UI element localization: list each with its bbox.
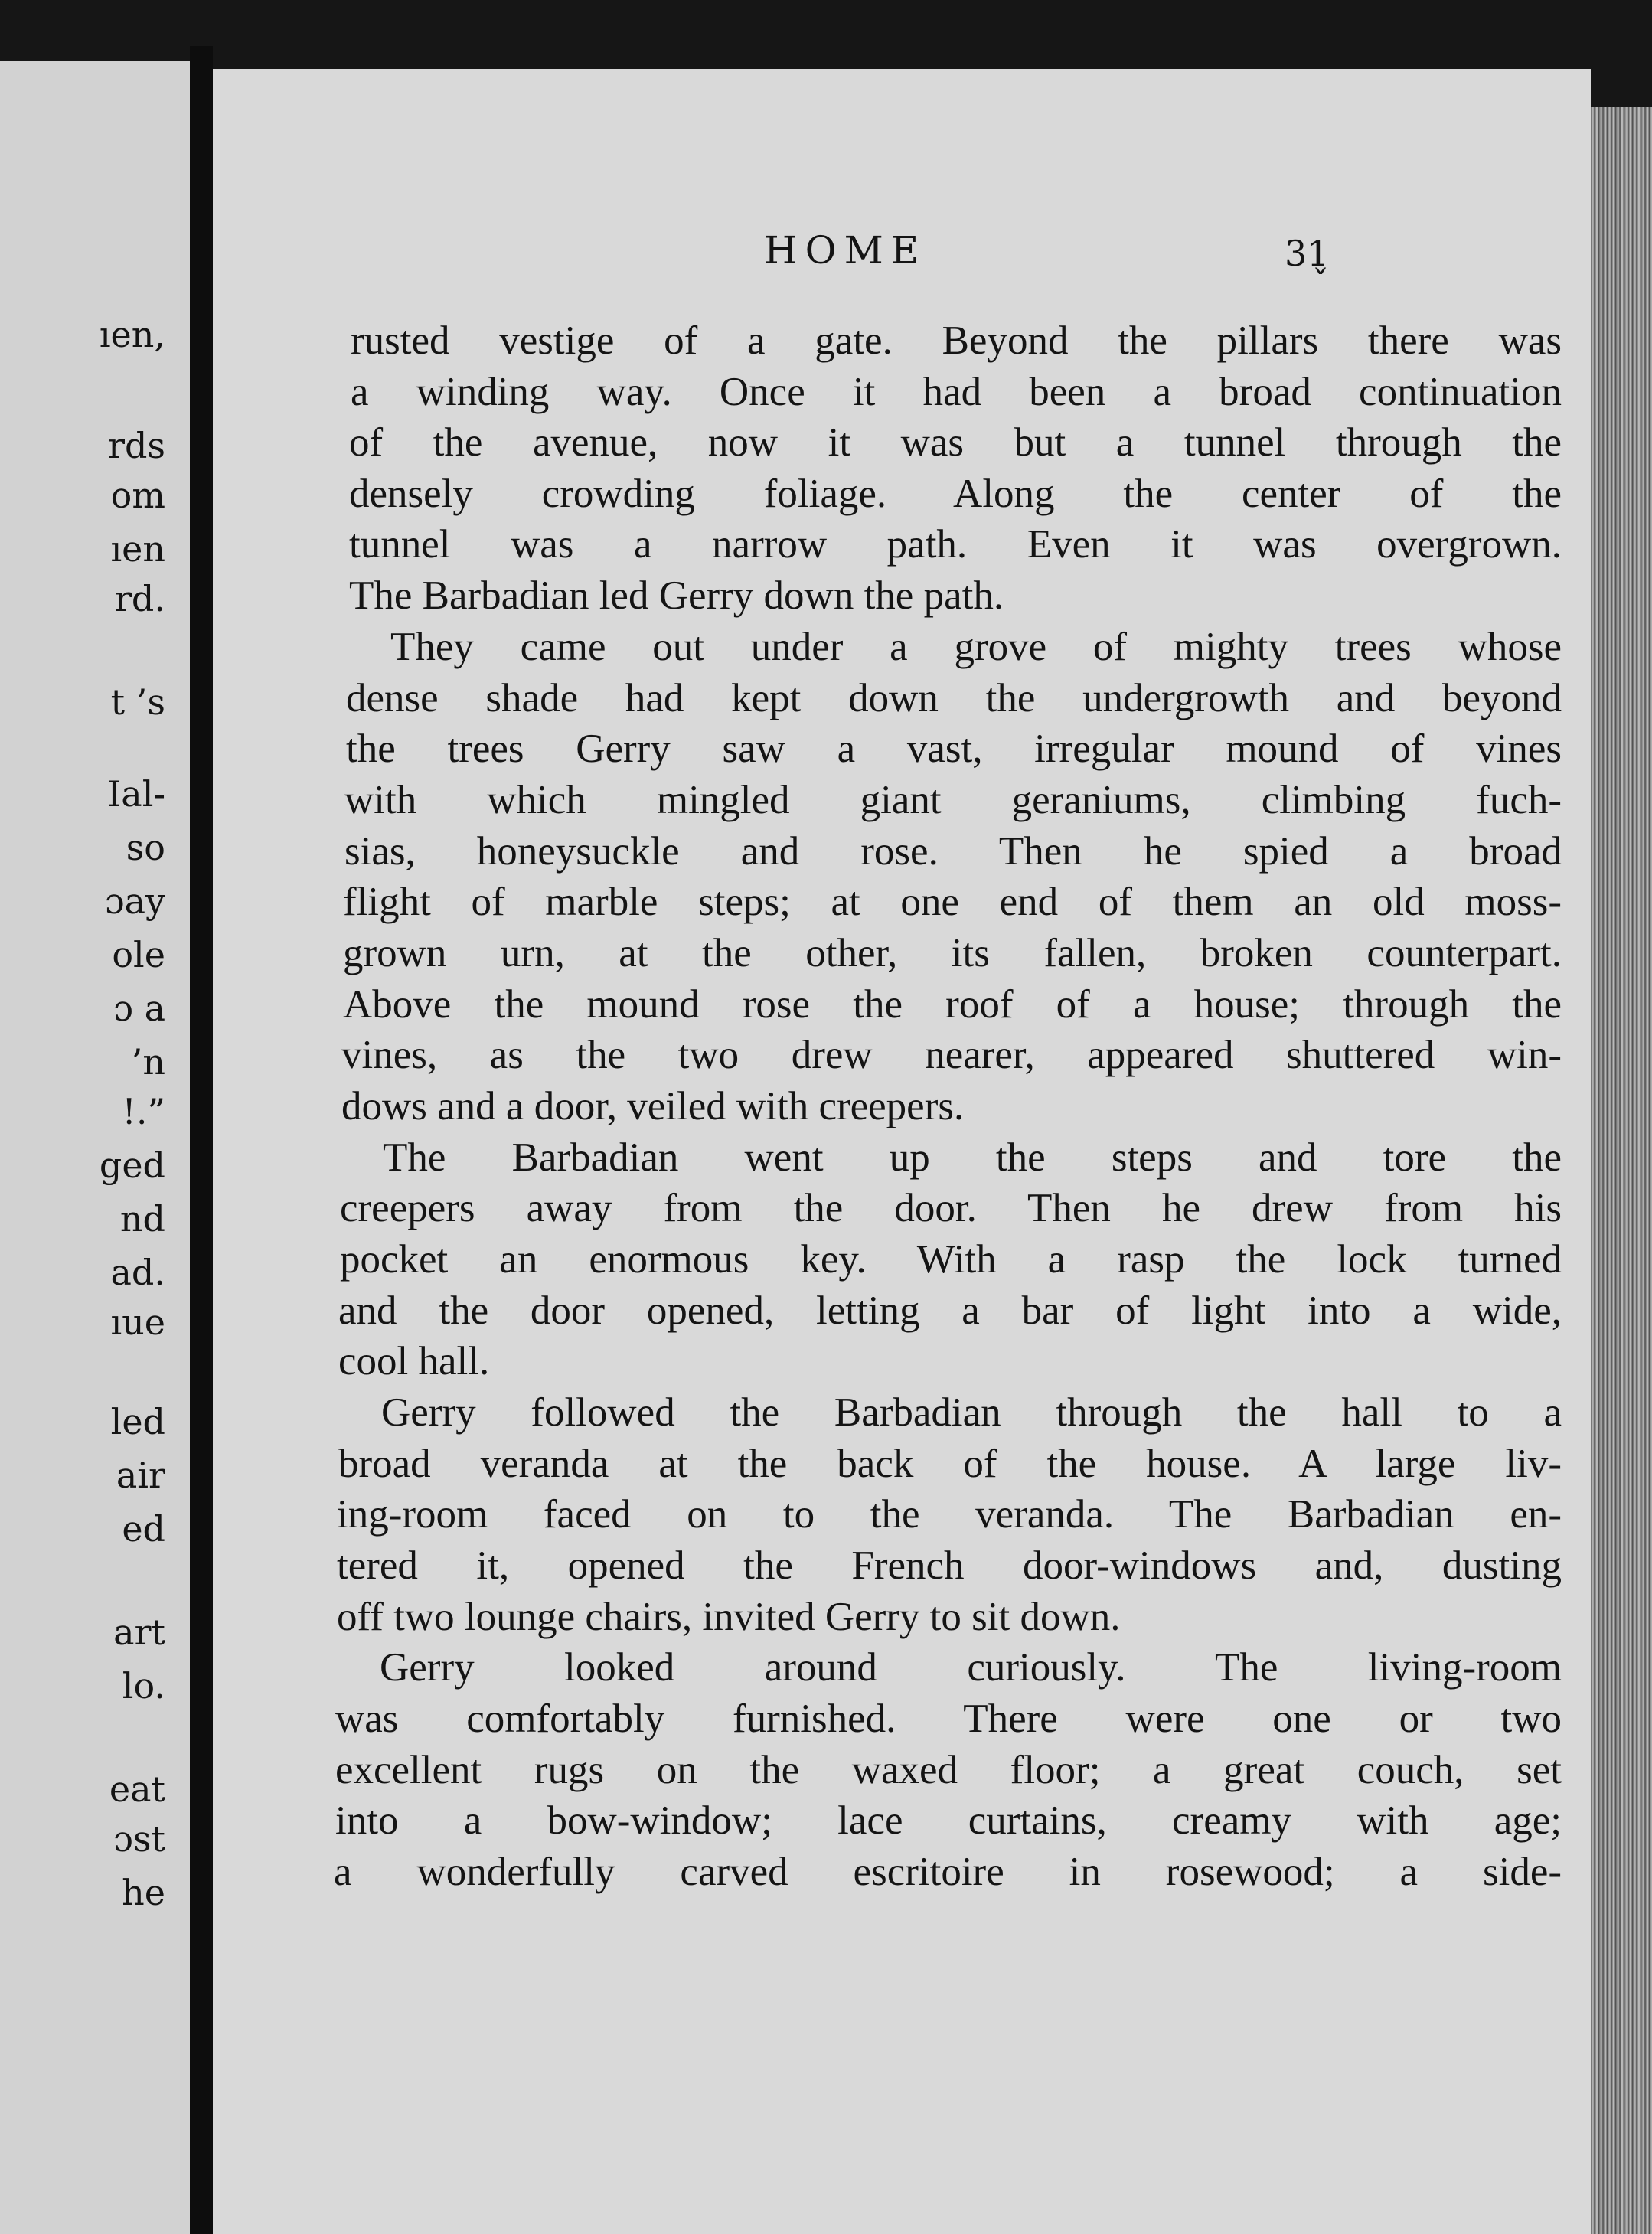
page-number: 31̬ (1285, 233, 1330, 274)
running-title: HOME (764, 228, 927, 273)
left-page-fragment: ad. (110, 1252, 165, 1293)
left-page-fragment: ıue (110, 1302, 165, 1343)
left-page-fragment: nd (119, 1198, 165, 1239)
left-page-fragment: t ’s (110, 681, 165, 723)
text-line: densely crowding foliage. Along the center of the (349, 472, 1562, 516)
text-line: The Barbadian led Gerry down the path. (349, 573, 1004, 618)
text-line: ing-room faced on to the veranda. The Barbadian en- (337, 1492, 1562, 1537)
text-line: excellent rugs on the waxed floor; a great couch, set (335, 1748, 1562, 1792)
text-line: of the avenue, now it was but a tunnel through the (349, 420, 1562, 465)
text-line: pocket an enormous key. With a rasp the lock turned (340, 1237, 1562, 1282)
text-line: dows and a door, veiled with creepers. (341, 1084, 965, 1128)
text-line: Above the mound rose the roof of a house; through the (343, 982, 1562, 1027)
text-line: grown urn, at the other, its fallen, broken counterpart. (343, 931, 1562, 975)
left-page-fragment: !.” (122, 1091, 165, 1132)
left-page-fragment: lo. (122, 1665, 165, 1707)
text-line: a winding way. Once it had been a broad continuation (351, 370, 1562, 414)
text-line: dense shade had kept down the undergrowth and beyond (346, 676, 1562, 720)
left-page-fragment: he (122, 1872, 165, 1913)
left-page-fragment: rd. (114, 578, 165, 619)
text-line: a wonderfully carved escritoire in rosewood; a side- (334, 1850, 1562, 1894)
left-page-fragment: ɔst (113, 1818, 165, 1860)
text-line: They came out under a grove of mighty trees whose (390, 625, 1562, 669)
left-page-fragment: art (113, 1612, 165, 1653)
text-line: broad veranda at the back of the house. A large liv- (338, 1442, 1562, 1486)
left-page-fragment: ıen (110, 528, 165, 570)
text-line: tunnel was a narrow path. Even it was overgrown. (349, 522, 1562, 567)
text-line: The Barbadian went up the steps and tore the (383, 1135, 1562, 1180)
left-page-fragment: om (110, 475, 165, 516)
left-page-fragment: rds (107, 425, 165, 466)
book-gutter (190, 46, 213, 2234)
text-line: Gerry looked around curiously. The living-room (380, 1645, 1562, 1690)
left-page-fragment: ıen, (99, 314, 165, 355)
left-page-fragment: ɔ a (113, 988, 165, 1029)
text-line: creepers away from the door. Then he drew from his (340, 1186, 1562, 1230)
left-page-fragment: ɔay (104, 880, 165, 922)
text-line: was comfortably furnished. There were one or two (335, 1697, 1562, 1741)
text-line: Gerry followed the Barbadian through the hall to a (381, 1390, 1562, 1435)
left-page-fragment: ged (99, 1145, 165, 1186)
left-page-fragment: ’n (131, 1041, 165, 1083)
text-line: the trees Gerry saw a vast, irregular mound of vines (346, 727, 1562, 771)
left-page-fragment: air (116, 1455, 165, 1496)
text-line: into a bow-window; lace curtains, creamy with age; (335, 1798, 1562, 1843)
left-page-fragment: ed (122, 1508, 165, 1550)
left-page-fragment: Ial- (107, 773, 165, 815)
text-line: vines, as the two drew nearer, appeared shuttered win- (341, 1033, 1562, 1077)
text-line: flight of marble steps; at one end of them an old moss- (343, 880, 1562, 924)
text-line: sias, honeysuckle and rose. Then he spied a broad (344, 829, 1562, 874)
page-body-text (213, 0, 1591, 2234)
left-facing-page (0, 61, 190, 2234)
text-line: rusted vestige of a gate. Beyond the pillars there was (351, 318, 1562, 363)
left-page-fragment: ole (112, 934, 165, 975)
left-page-fragment: so (126, 827, 165, 868)
text-line: with which mingled giant geraniums, climbing fuch- (344, 778, 1562, 822)
text-line: cool hall. (338, 1339, 490, 1383)
left-page-fragment: eat (109, 1769, 165, 1810)
text-line: off two lounge chairs, invited Gerry to sit down. (337, 1595, 1121, 1639)
text-line: and the door opened, letting a bar of light into a wide, (338, 1288, 1562, 1333)
left-page-fragment: led (110, 1401, 165, 1442)
text-line: tered it, opened the French door-windows and, dusting (337, 1543, 1562, 1588)
page-edges (1591, 107, 1652, 2234)
